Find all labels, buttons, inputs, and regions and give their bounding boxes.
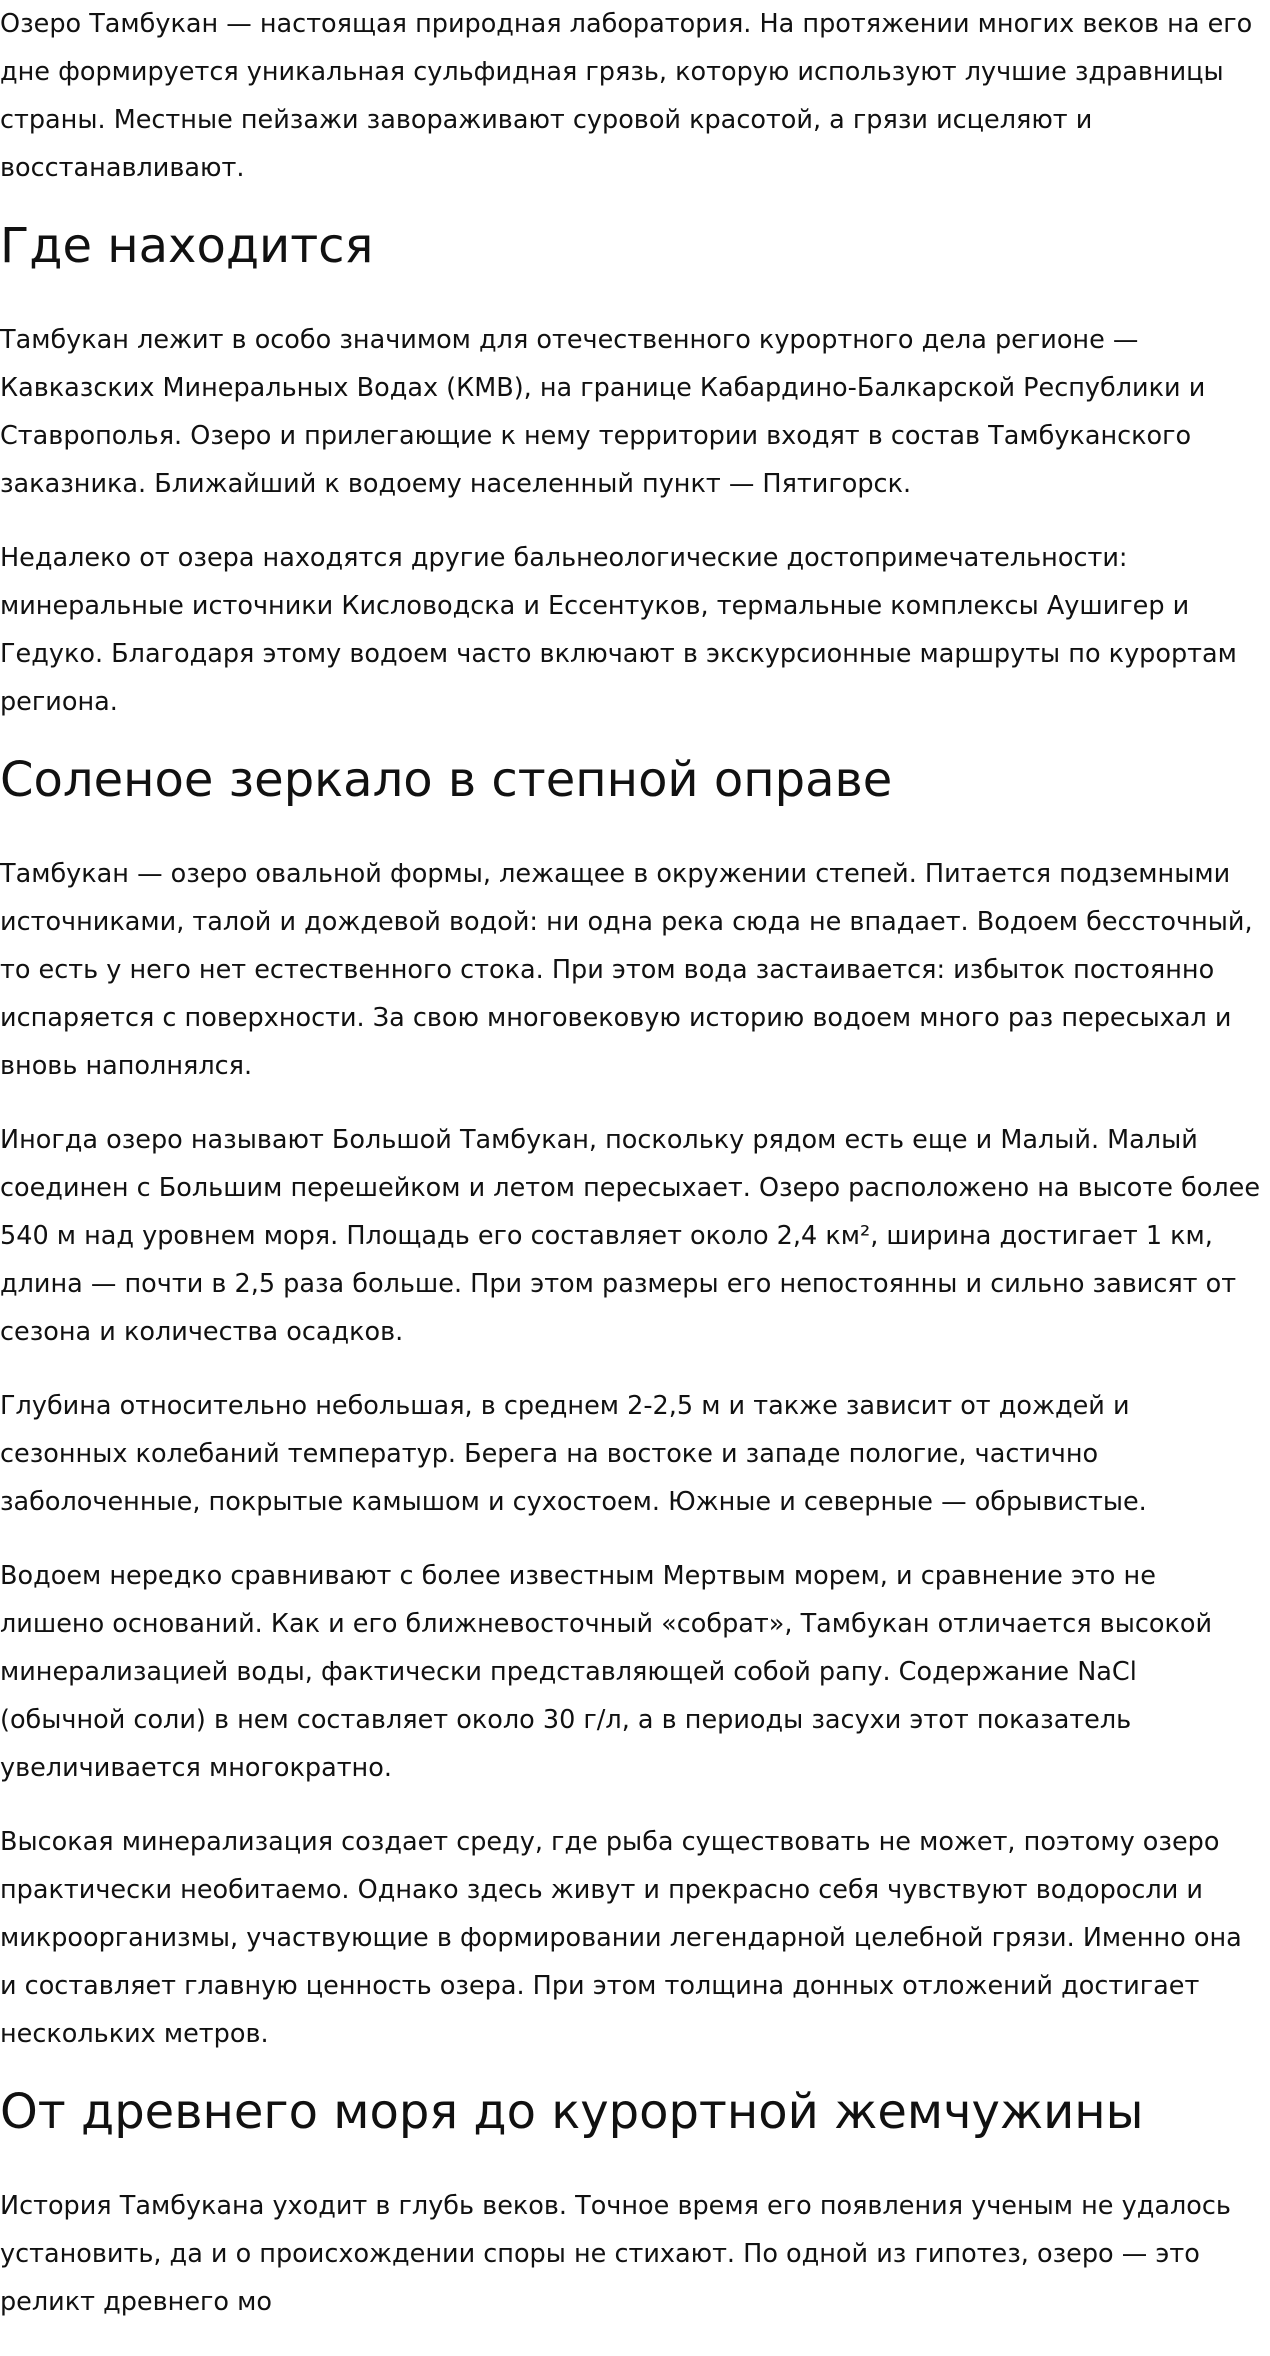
history-paragraph-1: История Тамбукана уходит в глубь веков. Точное время его появления ученым не удалось установить, да и о происхождении споры не стихают. По одной из гипотез, озеро — это реликт древнего мо: [0, 2191, 1231, 2317]
location-paragraph-2: Недалеко от озера находятся другие бальнеологические достопримечательности: минеральные источники Кисловодска и Ессентуков, термальные комплексы Аушигер и Гедуко. Благодаря этому водоем часто включают в экскурсионные маршруты по курортам региона.: [0, 543, 1237, 717]
location-paragraph-1: Тамбукан лежит в особо значимом для отечественного курортного дела регионе — Кавказских Минеральных Водах (КМВ), на границе Кабардино-Балкарской Республики и Ставрополья. Озеро и прилегающие к нему территории входят в состав Тамбуканского заказника. Ближайший к водоему населенный пункт — Пятигорск.: [0, 325, 1206, 499]
section-heading-history: От древнего моря до курортной жемчужины: [0, 2084, 1144, 2140]
salt-mirror-paragraph-5: Высокая минерализация создает среду, где рыба существовать не может, поэтому озеро практически необитаемо. Однако здесь живут и прекрасно себя чувствуют водоросли и микроорганизмы, участвующие в формировании легендарной целебной грязи. Именно она и составляет главную ценность озера. При этом толщина донных отложений достигает нескольких метров.: [0, 1827, 1242, 2049]
salt-mirror-paragraph-4: Водоем нередко сравнивают с более известным Мертвым морем, и сравнение это не лишено оснований. Как и его ближневосточный «собрат», Тамбукан отличается высокой минерализацией воды, фактически представляющей собой рапу. Содержание NaCl (обычной соли) в нем составляет около 30 г/л, а в периоды засухи этот показатель увеличивается многократно.: [0, 1561, 1213, 1783]
section-heading-salt-mirror: Соленое зеркало в степной оправе: [0, 752, 893, 808]
salt-mirror-paragraph-3: Глубина относительно небольшая, в среднем 2-2,5 м и также зависит от дождей и сезонных колебаний температур. Берега на востоке и западе пологие, частично заболоченные, покрытые камышом и сухостоем. Южные и северные — обрывистые.: [0, 1391, 1147, 1517]
salt-mirror-paragraph-1: Тамбукан — озеро овальной формы, лежащее в окружении степей. Питается подземными источниками, талой и дождевой водой: ни одна река сюда не впадает. Водоем бессточный, то есть у него нет естественного стока. При этом вода застаивается: избыток постоянно испаряется с поверхности. За свою многовековую историю водоем много раз пересыхал и вновь наполнялся.: [0, 859, 1253, 1081]
salt-mirror-paragraph-2: Иногда озеро называют Большой Тамбукан, поскольку рядом есть еще и Малый. Малый соединен с Большим перешейком и летом пересыхает. Озеро расположено на высоте более 540 м над уровнем моря. Площадь его составляет около 2,4 км², ширина достигает 1 км, длина — почти в 2,5 раза больше. При этом размеры его непостоянны и сильно зависят от сезона и количества осадков.: [0, 1125, 1261, 1347]
intro-paragraph: Озеро Тамбукан — настоящая природная лаборатория. На протяжении многих веков на его дне формируется уникальная сульфидная грязь, которую используют лучшие здравницы страны. Местные пейзажи завораживают суровой красотой, а грязи исцеляют и восстанавливают.: [0, 9, 1253, 183]
section-heading-location: Где находится: [0, 218, 374, 274]
